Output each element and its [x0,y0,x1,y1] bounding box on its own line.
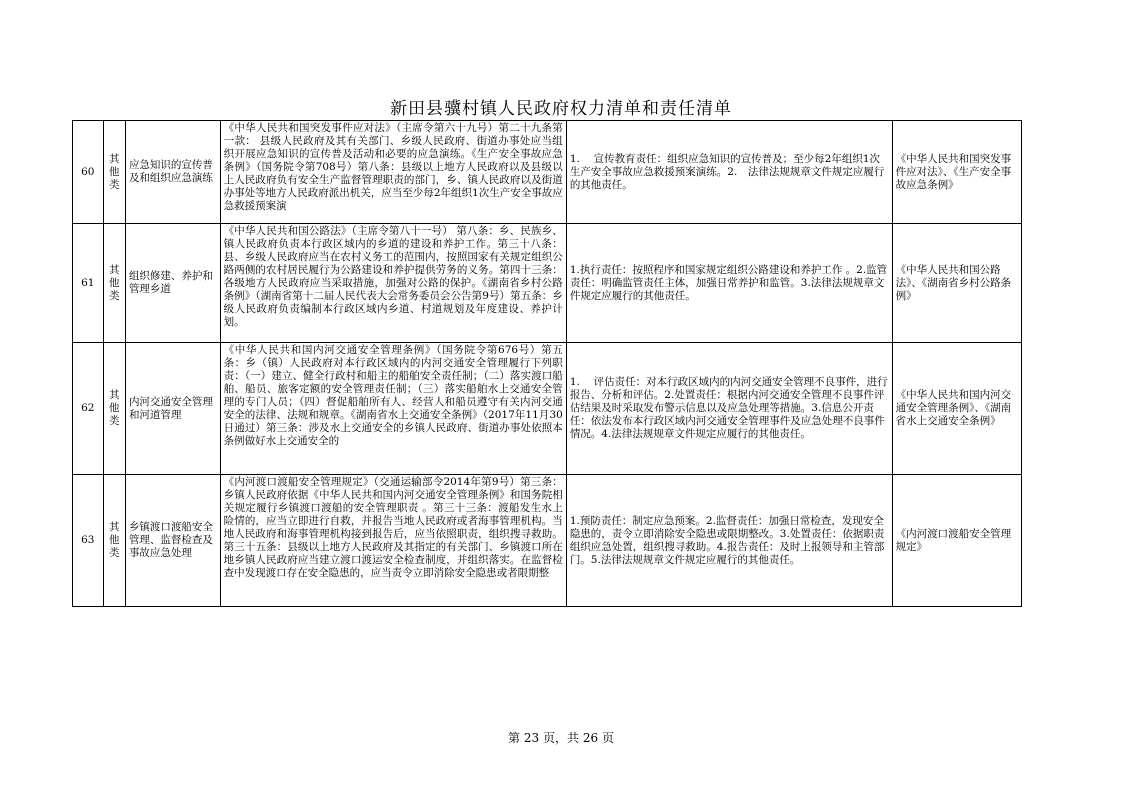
row-legal-basis [220,475,566,607]
row-category: 其他类 [103,343,125,475]
legal-basis-text: 《中华人民共和国内河交通安全管理条例》（国务院令第676号）第五条：乡（镇）人民政府对本行政区域内的内河交通安全管理履行下列职责：（一）建立、健全行政村和船主的船舶安全责任制；（二）落实渡口船舶、船员、旅客定额的安全管理责任制；（三）落实船舶水上交通安全管理的专门人员；（四）督促船舶所有人、经营人和船员遵守有关内河交通安全的法律、法规和规章。《湖南省水上交通安全条例》（2017年11月30日通过）第三条：涉及水上交通安全的乡镇人民政府、街道办事处依照本条例做好水上交通安全的 [223,344,563,447]
row-item-name: 组织修建、养护和管理乡道 [125,224,220,343]
legal-basis-text: 《中华人民共和国公路法》（主席令第八十一号） 第八条：乡、民族乡、镇人民政府负责本行政区域内的乡道的建设和养护工作。第三十八条：县、乡级人民政府应当在农村义务工的范围内，按照国家有关规定组织公路两侧的农村居民履行为公路建设和养护提供劳务的义务。第四十三条：各级地方人民政府应当采取措施，加强对公路的保护。《湖南省乡村公路条例》（湖南省第十二届人民代表大会常务委员会公告第9号）第五条：乡级人民政府负责编制本行政区域内乡道、村道规划及年度建设、养护计划。 [223,225,563,328]
row-category: 其他类 [103,475,125,607]
row-legal-basis [220,224,566,343]
row-law-reference: 《中华人民共和国突发事件应对法》、《生产安全事故应急条例》 [892,121,1021,224]
table-row [73,224,1022,343]
table-row [73,475,1022,607]
row-responsibility: 1. 宣传教育责任：组织应急知识的宣传普及；至少每2年组织1次生产安全事故应急救援预案演练。2. 法律法规规章文件规定应履行的其他责任。 [566,121,892,224]
row-legal-basis [220,121,566,224]
legal-basis-text: 《中华人民共和国突发事件应对法》（主席令第六十九号）第二十九条第一款： 县级人民政府及其有关部门、乡级人民政府、街道办事处应当组织开展应急知识的宣传普及活动和必要的应急演练。《生产安全事故应急条例》（国务院令第708号）第八条：县级以上地方人民政府以及县级以上人民政府负有安全生产监督管理职责的部门，乡、镇人民政府以及街道办事处等地方人民政府派出机关，应当至少每2年组织1次生产安全事故应急救援预案演 [223,122,563,212]
row-number: 60 [73,121,104,224]
row-responsibility: 1. 评估责任：对本行政区域内的内河交通安全管理不良事件，进行报告、分析和评估。2.处置责任：根据内河交通安全管理不良事件评估结果及时采取发布警示信息以及应急处理等措施。3.信息公开责任：依法发布本行政区域内河交通安全管理事件及应急处理不良事件情况。4.法律法规规章文件规定应履行的其他责任。 [566,343,892,475]
row-law-reference: 《中华人民共和国内河交通安全管理条例》、《湖南省水上交通安全条例》 [892,343,1021,475]
page-footer [0,730,1122,746]
row-responsibility: 1.执行责任：按照程序和国家规定组织公路建设和养护工作 。2.监管责任：明确监管责任主体，加强日常养护和监管。3.法律法规规章文件规定应履行的其他责任。 [566,224,892,343]
legal-basis-text: 《内河渡口渡船安全管理规定》（交通运输部令2014年第9号）第三条：乡镇人民政府依据《中华人民共和国内河交通安全管理条例》和国务院相关规定履行乡镇渡口渡船的安全管理职责 。第三十三条：渡船发生水上险情的，应当立即进行自救，并报告当地人民政府或者海事管理机构。当地人民政府和海事管理机构接到报告后，应当依照职责，组织搜寻救助。第三十五条：县级以上地方人民政府及其指定的有关部门、乡镇渡口所在地乡镇人民政府应当建立渡口渡运安全检查制度，并组织落实。在监督检查中发现渡口存在安全隐患的，应当责令立即消除安全隐患或者限期整 [223,476,563,579]
row-number: 63 [73,475,104,607]
table-row [73,121,1022,224]
responsibility-table [72,120,1022,607]
footer-mid: 页，共 [542,731,579,745]
row-responsibility: 1.预防责任：制定应急预案。2.监督责任：加强日常检查，发现安全隐患的，责令立即消除安全隐患或限期整改。3.处置责任：依据职责组织应急处置，组织搜寻救助。4.报告责任：及时上报领导和主管部门。5.法律法规规章文件规定应履行的其他责任。 [566,475,892,607]
footer-suffix: 页 [601,731,614,745]
footer-page-number: 23 [523,731,540,745]
row-item-name: 应急知识的宣传普及和组织应急演练 [125,121,220,224]
row-category: 其他类 [103,121,125,224]
table-row [73,343,1022,475]
row-number: 61 [73,224,104,343]
row-law-reference: 《内河渡口渡船安全管理规定》 [892,475,1021,607]
row-item-name: 乡镇渡口渡船安全管理、监督检查及事故应急处理 [125,475,220,607]
row-law-reference: 《中华人民共和国公路法》、《湖南省乡村公路条例》 [892,224,1021,343]
footer-prefix: 第 [508,731,521,745]
row-number: 62 [73,343,104,475]
row-legal-basis [220,343,566,475]
footer-total-pages: 26 [582,731,599,745]
row-item-name: 内河交通安全管理和河道管理 [125,343,220,475]
page-title: 新田县骥村镇人民政府权力清单和责任清单 [390,99,732,119]
row-category: 其他类 [103,224,125,343]
